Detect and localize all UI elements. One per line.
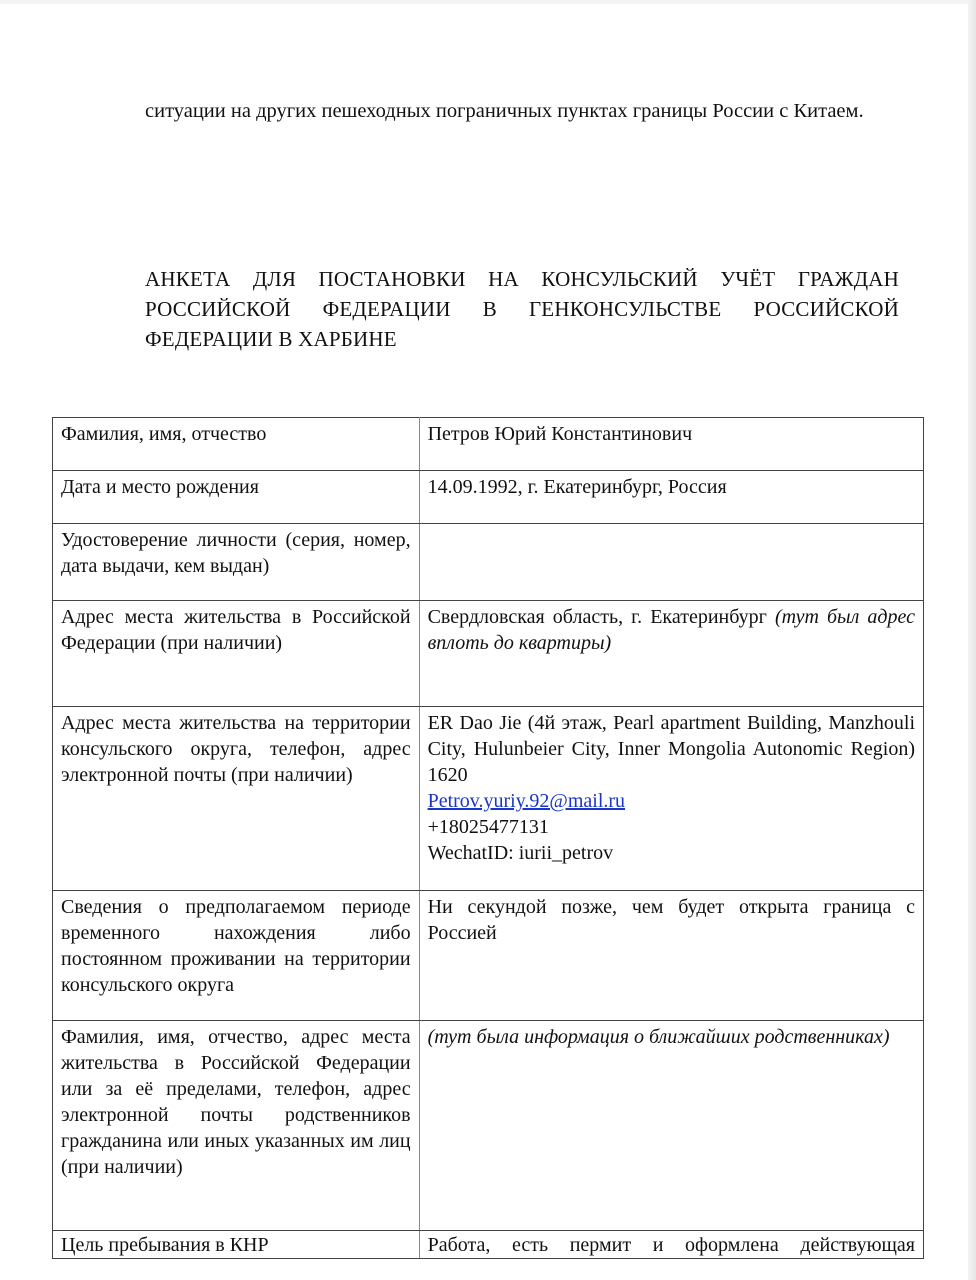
value-full-name: Петров Юрий Константинович (419, 418, 923, 471)
label-stay-period: Сведения о предполагаемом периоде временного нахождения либо постоянном проживании на территории консульского округа (53, 891, 420, 1021)
table-row-relatives (53, 1021, 924, 1231)
label-id-document: Удостоверение личности (серия, номер, дата выдачи, кем выдан) (53, 524, 420, 601)
label-full-name: Фамилия, имя, отчество (53, 418, 420, 471)
phone-number: +18025477131 (427, 816, 549, 838)
value-stay-period: Ни секундой позже, чем будет открыта граница с Россией (419, 891, 923, 1021)
label-russia-address: Адрес места жительства в Российской Федерации (при наличии) (53, 601, 420, 707)
table-row-district-address (53, 707, 924, 891)
form-title: АНКЕТА ДЛЯ ПОСТАНОВКИ НА КОНСУЛЬСКИЙ УЧЁТ ГРАЖДАН РОССИЙСКОЙ ФЕДЕРАЦИИ В ГЕНКОНСУЛЬСТВЕ РОССИЙСКОЙ ФЕДЕРАЦИИ В ХАРБИНЕ (145, 267, 899, 351)
page-right-edge (968, 0, 976, 1280)
value-id-document (419, 524, 923, 601)
label-district-address-contacts: Адрес места жительства на территории консульского округа, телефон, адрес электронной почты (при наличии) (53, 707, 420, 891)
wechat-id: WechatID: iurii_petrov (427, 842, 614, 864)
label-purpose-of-stay: Цель пребывания в КНР (53, 1231, 420, 1259)
value-district-address-contacts (419, 707, 923, 891)
value-birth-date-place: 14.09.1992, г. Екатеринбург, Россия (419, 471, 923, 524)
value-russia-address (419, 601, 923, 707)
value-relatives-redaction-note: (тут была информация о ближайших родственниках) (419, 1021, 923, 1231)
table-row-purpose (53, 1231, 924, 1259)
russia-address-redaction-note: (тут был адрес вплоть до квартиры) (427, 606, 916, 654)
email-link[interactable]: Petrov.yuriy.92@mail.ru (427, 790, 626, 812)
table-row-stay-period (53, 891, 924, 1021)
table-row-russia-address (53, 601, 924, 707)
table-row-birth (53, 471, 924, 524)
consular-registration-form-table (52, 417, 924, 1259)
label-birth-date-place: Дата и место рождения (53, 471, 420, 524)
table-row-full-name (53, 418, 924, 471)
label-relatives: Фамилия, имя, отчество, адрес места жительства в Российской Федерации или за её пределами, телефон, адрес электронной почты родственников гражданина или иных указанных им лиц (при наличии) (53, 1021, 420, 1231)
page-top-edge (0, 0, 968, 4)
value-purpose-of-stay: Работа, есть пермит и оформлена действующая (419, 1231, 923, 1259)
district-address: ER Dao Jie (4й этаж, Pearl apartment Building, Manzhouli City, Hulunbeier City, Inner Mongolia Autonomic Region) 1620 (427, 712, 915, 786)
table-row-id-document (53, 524, 924, 601)
russia-address-text: Свердловская область, г. Екатеринбург (427, 606, 767, 628)
intro-paragraph: ситуации на других пешеходных пограничных пунктах границы России с Китаем. (145, 100, 864, 122)
